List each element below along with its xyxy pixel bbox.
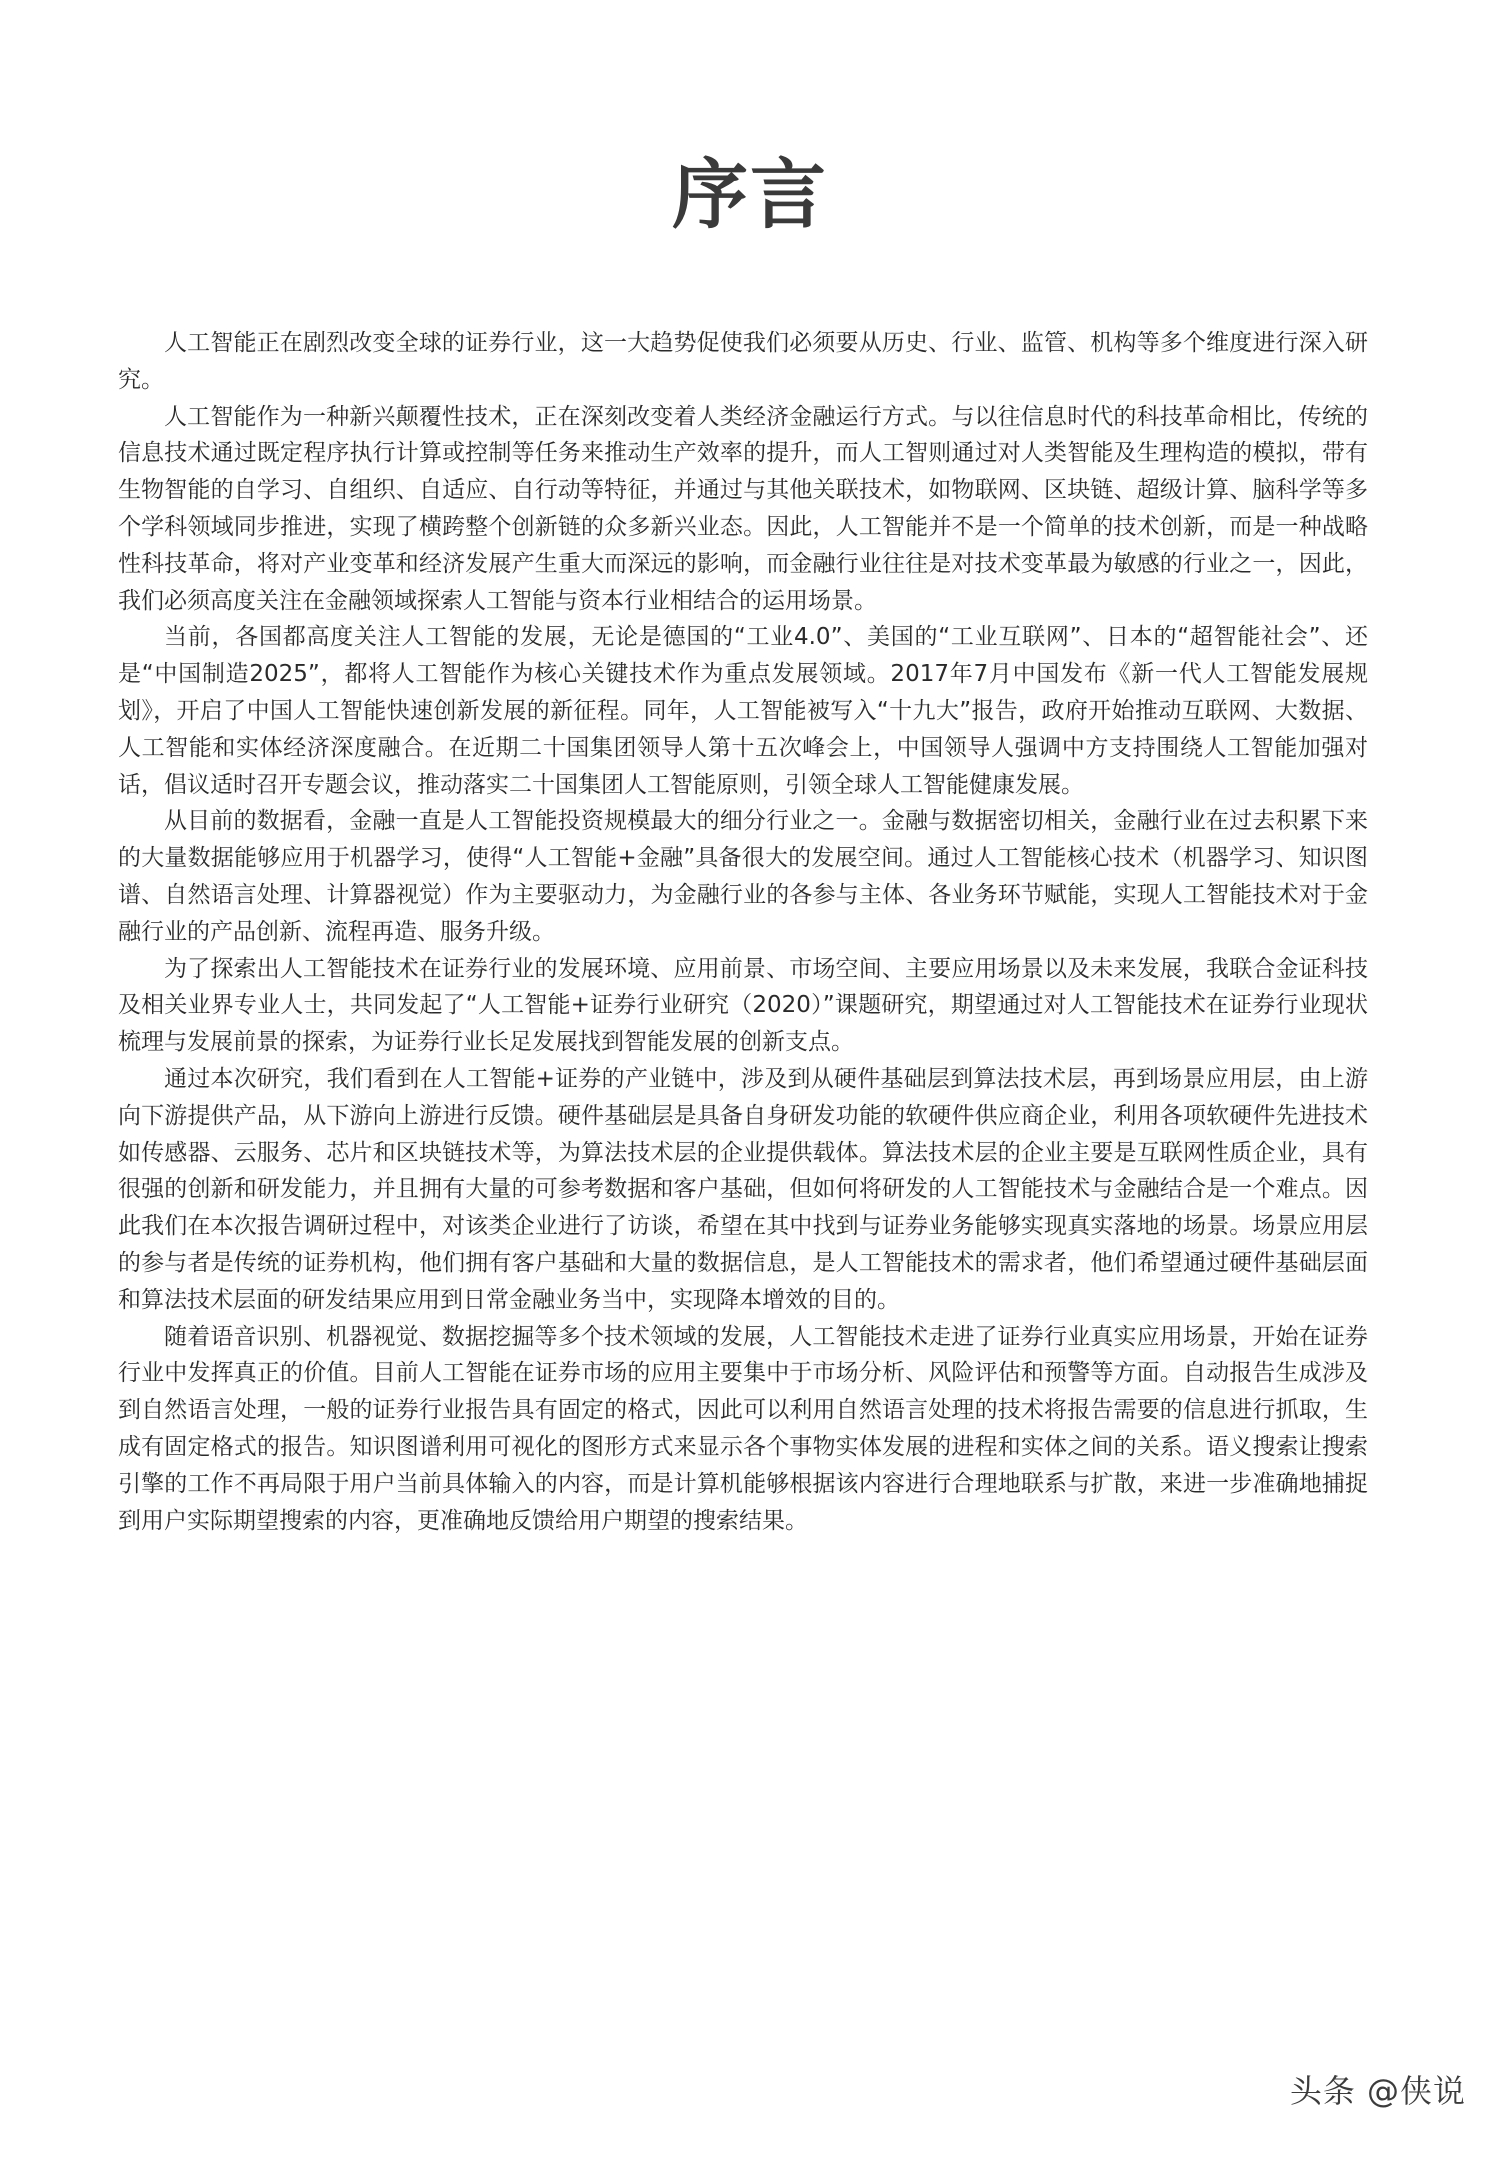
watermark: 头条 @侠说 bbox=[1289, 2072, 1466, 2110]
document-body bbox=[118, 325, 1368, 1539]
paragraph-7: 随着语音识别、机器视觉、数据挖掘等多个技术领域的发展，人工智能技术走进了证券行业真实应用场景，开始在证券行业中发挥真正的价值。目前人工智能在证券市场的应用主要集中于市场分析、风险评估和预警等方面。自动报告生成涉及到自然语言处理，一般的证券行业报告具有固定的格式，因此可以利用自然语言处理的技术将报告需要的信息进行抓取，生成有固定格式的报告。知识图谱利用可视化的图形方式来显示各个事物实体发展的进程和实体之间的关系。语义搜索让搜索引擎的工作不再局限于用户当前具体输入的内容，而是计算机能够根据该内容进行合理地联系与扩散，来进一步准确地捕捉到用户实际期望搜索的内容，更准确地反馈给用户期望的搜索结果。 bbox=[118, 1323, 1368, 1534]
paragraph-3: 当前，各国都高度关注人工智能的发展，无论是德国的“工业4.0”、美国的“工业互联网”、日本的“超智能社会”、还是“中国制造2025”，都将人工智能作为核心关键技术作为重点发展领域。2017年7月中国发布《新一代人工智能发展规划》，开启了中国人工智能快速创新发展的新征程。同年，人工智能被写入“十九大”报告，政府开始推动互联网、大数据、人工智能和实体经济深度融合。在近期二十国集团领导人第十五次峰会上，中国领导人强调中方支持围绕人工智能加强对话，倡议适时召开专题会议，推动落实二十国集团人工智能原则，引领全球人工智能健康发展。 bbox=[118, 624, 1368, 798]
page-title: 序言 bbox=[672, 150, 828, 239]
paragraph-5: 为了探索出人工智能技术在证券行业的发展环境、应用前景、市场空间、主要应用场景以及未来发展，我联合金证科技及相关业界专业人士，共同发起了“人工智能+证券行业研究（2020）”课题研究，期望通过对人工智能技术在证券行业现状梳理与发展前景的探索，为证券行业长足发展找到智能发展的创新支点。 bbox=[118, 955, 1368, 1056]
paragraph-4: 从目前的数据看，金融一直是人工智能投资规模最大的细分行业之一。金融与数据密切相关，金融行业在过去积累下来的大量数据能够应用于机器学习，使得“人工智能+金融”具备很大的发展空间。通过人工智能核心技术（机器学习、知识图谱、自然语言处理、计算器视觉）作为主要驱动力，为金融行业的各参与主体、各业务环节赋能，实现人工智能技术对于金融行业的产品创新、流程再造、服务升级。 bbox=[118, 808, 1368, 945]
paragraph-2: 人工智能作为一种新兴颠覆性技术，正在深刻改变着人类经济金融运行方式。与以往信息时代的科技革命相比，传统的信息技术通过既定程序执行计算或控制等任务来推动生产效率的提升，而人工智则通过对人类智能及生理构造的模拟，带有生物智能的自学习、自组织、自适应、自行动等特征，并通过与其他关联技术，如物联网、区块链、超级计算、脑科学等多个学科领域同步推进，实现了横跨整个创新链的众多新兴业态。因此，人工智能并不是一个简单的技术创新，而是一种战略性科技革命，将对产业变革和经济发展产生重大而深远的影响，而金融行业往往是对技术变革最为敏感的行业之一，因此，我们必须高度关注在金融领域探索人工智能与资本行业相结合的运用场景。 bbox=[118, 403, 1368, 614]
paragraph-1: 人工智能正在剧烈改变全球的证券行业，这一大趋势促使我们必须要从历史、行业、监管、机构等多个维度进行深入研究。 bbox=[118, 330, 1368, 393]
paragraph-6: 通过本次研究，我们看到在人工智能+证券的产业链中，涉及到从硬件基础层到算法技术层，再到场景应用层，由上游向下游提供产品，从下游向上游进行反馈。硬件基础层是具备自身研发功能的软硬件供应商企业，利用各项软硬件先进技术如传感器、云服务、芯片和区块链技术等，为算法技术层的企业提供载体。算法技术层的企业主要是互联网性质企业，具有很强的创新和研发能力，并且拥有大量的可参考数据和客户基础，但如何将研发的人工智能技术与金融结合是一个难点。因此我们在本次报告调研过程中，对该类企业进行了访谈，希望在其中找到与证券业务能够实现真实落地的场景。场景应用层的参与者是传统的证券机构，他们拥有客户基础和大量的数据信息，是人工智能技术的需求者，他们希望通过硬件基础层面和算法技术层面的研发结果应用到日常金融业务当中，实现降本增效的目的。 bbox=[118, 1065, 1368, 1313]
